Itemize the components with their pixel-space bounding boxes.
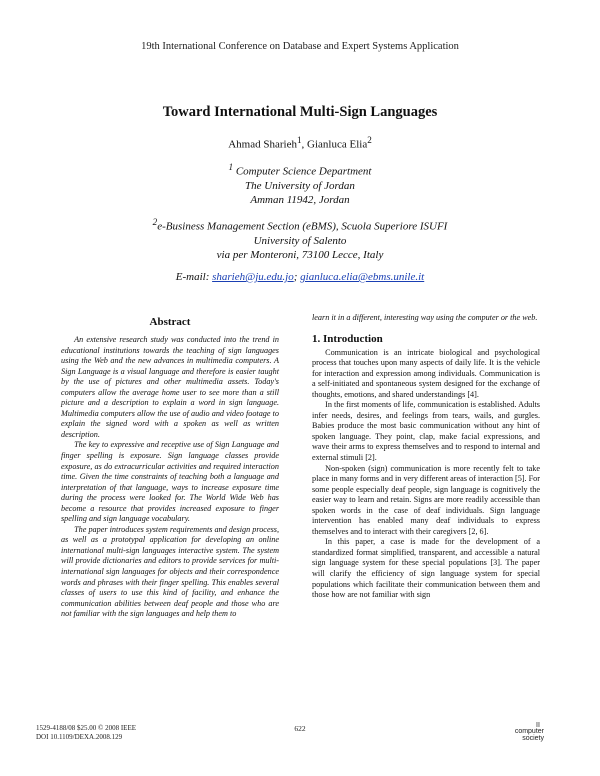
logo-text-line: computer (514, 728, 544, 735)
affiliation-line: Computer Science Department (233, 165, 372, 178)
email-line (0, 271, 600, 283)
abstract-heading: Abstract (149, 316, 191, 328)
affiliation-line: University of Salento (253, 234, 347, 247)
svg-text:II: II (536, 722, 540, 728)
affiliation-line: via per Monteroni, 73100 Lecce, Italy (216, 248, 384, 261)
affiliation-2 (0, 215, 600, 262)
body-paragraph: In this paper, a case is made for the development of a standardized format simplified, transparent, and accessible a natural sign language system for these special populations [3]. The paper will clarify the efficiency of sign language system for special populations which facilitate their communication between them and those how are not familiar with sign (312, 537, 540, 600)
affiliation-line: Amman 11942, Jordan (250, 193, 350, 206)
affiliation-1 (0, 160, 600, 207)
page-number: 622 (294, 724, 306, 733)
author-separator: , (301, 138, 308, 151)
running-header: 19th International Conference on Database and Expert Systems Application (141, 41, 459, 52)
email-link-elia[interactable]: gianluca.elia@ebms.unile.it (300, 271, 425, 283)
computer-society-logo (500, 720, 544, 744)
email-link-sharieh[interactable]: sharieh@ju.edu.jo (212, 271, 294, 283)
body-paragraph: Non-spoken (sign) communication is more recently felt to take place in many forms and in very different areas of interaction [5]. For some people especially deaf people, sign language is cognitively the easier way to learn and retain. Signs are more readily accessible than spoken words in the case of deaf individuals. Sign language intervention has enabled many deaf individuals to express themselves and to interact with their caregivers [2, 6]. (312, 463, 540, 536)
footer-issn-line: 1529-4188/08 $25.00 © 2008 IEEE (36, 724, 137, 732)
abstract-continuation: learn it in a different, interesting way using the computer or the web. (312, 313, 538, 322)
email-separator: ; (293, 271, 301, 283)
left-column (61, 313, 279, 620)
abstract-paragraph: An extensive research study was conducted into the trend in educational institutions towards the teaching of sign languages using the Web and the new advances in multimedia computers. A Sign Language is a visual language and therefore is easier taught by the use of pictures and other multimedia assets. Today's computers allow the average home user to see more than a still picture and a description to explain a word in sign language. Multimedia computers allow the use of audio and video footage to explain the signed word with a spoken as well as written description. (61, 335, 279, 439)
body-paragraph: In the first moments of life, communication is established. Adults infer needs, desires, and feelings from tears, wails, and gurgles. Babies produce the most basic communication without any hint of spoken language. They point, clap, make facial expressions, and wave their arms to express themselves and to respond to internal and external stimuli [2]. (312, 400, 540, 463)
ieee-logo-icon (500, 720, 544, 728)
affiliation-mark: 1 (228, 162, 234, 172)
author-affiliation-mark: 1 (296, 135, 302, 145)
affiliation-mark: 2 (152, 217, 158, 227)
abstract-paragraph: The key to expressive and receptive use of Sign Language and finger spelling is exposure. Sign language classes provide exposure, as do extracurricular activities and required interaction time. Given the time constraints of teaching both a language and interpretation of that language, ways to increase exposure time during the process were looked for. The World Wide Web has become a resource that provides increased exposure to finger spelling and sign language vocabulary. (61, 440, 279, 524)
author-affiliation-mark: 2 (367, 135, 372, 145)
introduction-heading: 1. Introduction (312, 332, 383, 345)
abstract-paragraph: The paper introduces system requirements and design process, as well as a prototypal application for developing an online international multi-sign languages interactive system. The system will provide dictionaries and editors to provide services for multi-international sign languages for objects and their correspondence words and phrases with their finger spelling. This enables several classes of users to use this kind of facility, and enhance the communication abilities between deaf people and those who are not familiar with the sign languages and help them to (61, 524, 279, 619)
email-label: E-mail: (175, 271, 213, 283)
logo-text-line: society (522, 735, 544, 742)
author-name: Ahmad Sharieh (228, 138, 297, 151)
right-column (312, 313, 540, 601)
affiliation-line: e-Business Management Section (eBMS), Scuola Superiore ISUFI (157, 220, 448, 233)
paper-title: Toward International Multi-Sign Languages (162, 104, 438, 120)
footer-doi-line: DOI 10.1109/DEXA.2008.129 (36, 733, 123, 741)
author-name: Gianluca Elia (307, 138, 368, 151)
author-list (0, 135, 600, 151)
body-paragraph: Communication is an intricate biological and psychological process that touches upon many aspects of daily life. It is the vehicle for interaction and expression among individuals. Communication is a self-initiated and spontaneous system designed for the exchange of thoughts, emotions, and shared understandings [4]. (312, 347, 540, 399)
affiliation-line: The University of Jordan (245, 179, 355, 192)
